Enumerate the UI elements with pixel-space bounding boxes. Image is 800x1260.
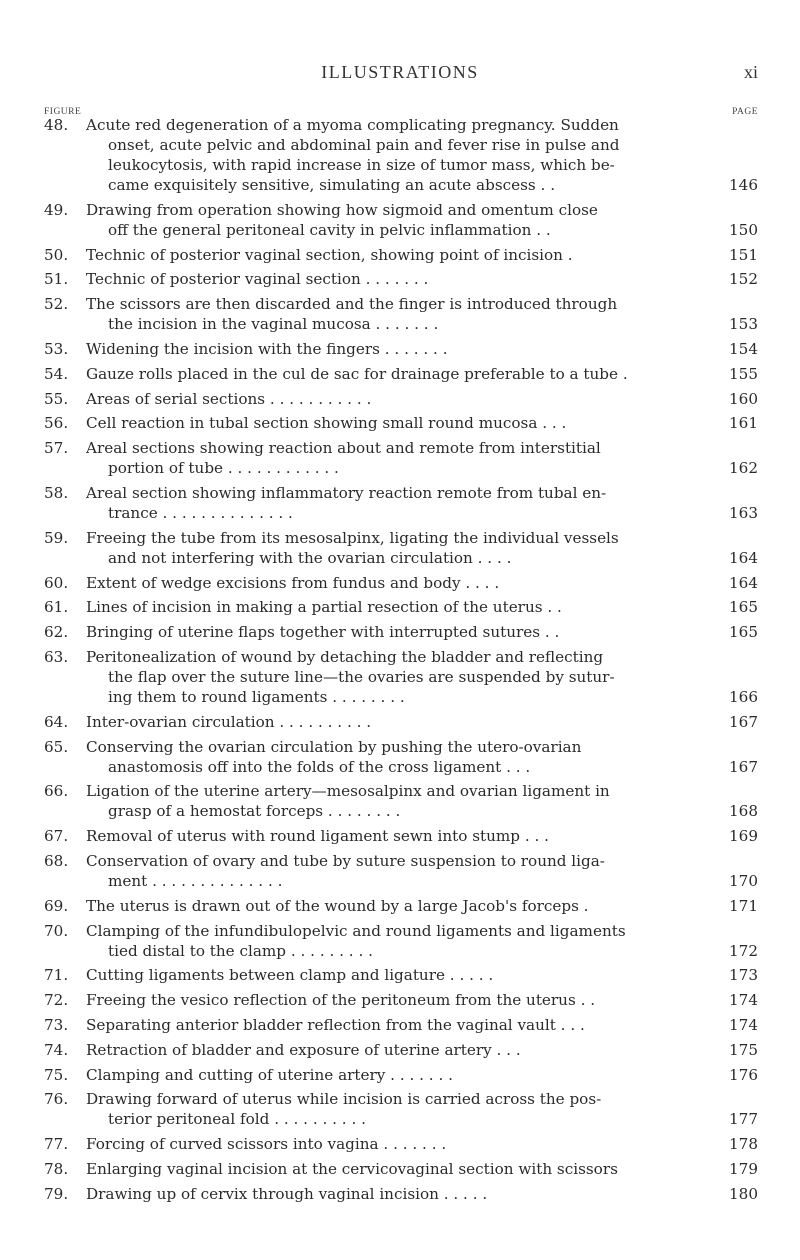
list-item xyxy=(44,597,758,617)
page-number: 169 xyxy=(729,827,758,846)
figure-number: 55. xyxy=(44,389,69,408)
page-number: 163 xyxy=(729,503,758,522)
caption-line: Ligation of the uterine artery—mesosalpinx and ovarian ligament in xyxy=(86,782,610,801)
page-number: 162 xyxy=(729,459,758,478)
caption-line: Drawing from operation showing how sigmoid and omentum close xyxy=(86,200,598,219)
list-item xyxy=(44,269,758,289)
figure-caption xyxy=(86,1015,706,1035)
list-item xyxy=(44,647,758,707)
page-number: 166 xyxy=(729,687,758,706)
figure-number: 59. xyxy=(44,528,69,547)
figure-caption xyxy=(86,1089,706,1129)
figure-number: 52. xyxy=(44,295,69,314)
page-number: 146 xyxy=(729,176,758,194)
list-item xyxy=(44,851,758,891)
list-item xyxy=(44,1089,758,1129)
figure-number: 56. xyxy=(44,414,69,433)
figure-number: 73. xyxy=(44,1015,69,1034)
figure-caption xyxy=(86,438,706,478)
caption-line: Technic of posterior vaginal section . . . . . . . xyxy=(86,270,429,289)
caption-line: Areas of serial sections . . . . . . . . . . . xyxy=(86,389,372,408)
figure-number: 62. xyxy=(44,623,69,642)
list-item xyxy=(44,1159,758,1179)
caption-line: came exquisitely sensitive, simulating an acute abscess . . xyxy=(108,176,556,194)
list-item xyxy=(44,245,758,265)
list-item xyxy=(44,1184,758,1204)
figure-number: 69. xyxy=(44,896,69,915)
illustration-list xyxy=(44,115,758,1209)
caption-line: Clamping of the infundibulopelvic and round ligaments and ligaments xyxy=(86,921,626,940)
figure-caption xyxy=(86,1040,706,1060)
caption-line: the incision in the vaginal mucosa . . . . . . . xyxy=(108,315,439,334)
list-item xyxy=(44,737,758,777)
figure-caption xyxy=(86,1159,706,1179)
list-item xyxy=(44,896,758,916)
caption-line: ing them to round ligaments . . . . . . . . xyxy=(108,687,405,706)
figure-caption xyxy=(86,573,706,593)
figure-number: 72. xyxy=(44,991,69,1010)
caption-line: Cell reaction in tubal section showing small round mucosa . . . xyxy=(86,414,567,433)
list-item xyxy=(44,1040,758,1060)
list-item xyxy=(44,1134,758,1154)
figure-caption xyxy=(86,990,706,1010)
page-number: 153 xyxy=(729,315,758,334)
list-item xyxy=(44,1065,758,1085)
figure-caption xyxy=(86,413,706,433)
figure-number: 61. xyxy=(44,598,69,617)
list-item xyxy=(44,781,758,821)
figure-number: 64. xyxy=(44,712,69,731)
figure-number: 65. xyxy=(44,737,69,756)
figure-caption xyxy=(86,597,706,617)
caption-line: Enlarging vaginal incision at the cervicovaginal section with scissors xyxy=(86,1159,618,1178)
figure-caption xyxy=(86,528,706,568)
figure-caption xyxy=(86,737,706,777)
caption-line: Areal section showing inflammatory reaction remote from tubal en- xyxy=(86,483,607,502)
caption-line: Extent of wedge excisions from fundus and body . . . . xyxy=(86,573,500,592)
page-number: 174 xyxy=(729,991,758,1010)
figure-number: 67. xyxy=(44,827,69,846)
figure-caption xyxy=(86,339,706,359)
caption-line: Freeing the tube from its mesosalpinx, ligating the individual vessels xyxy=(86,528,619,547)
page-number: 168 xyxy=(729,802,758,821)
page-number: 176 xyxy=(729,1065,758,1084)
figure-number: 54. xyxy=(44,364,69,383)
caption-line: tied distal to the clamp . . . . . . . . . xyxy=(108,941,373,960)
figure-number: 75. xyxy=(44,1065,69,1084)
list-item xyxy=(44,115,758,195)
figure-caption xyxy=(86,647,706,707)
caption-line: grasp of a hemostat forceps . . . . . . . . xyxy=(108,802,401,821)
list-item xyxy=(44,990,758,1010)
caption-line: Cutting ligaments between clamp and ligature . . . . . xyxy=(86,966,494,985)
list-item xyxy=(44,826,758,846)
list-item xyxy=(44,965,758,985)
list-item xyxy=(44,528,758,568)
page-number: 171 xyxy=(729,896,758,915)
caption-line: Bringing of uterine flaps together with interrupted sutures . . xyxy=(86,623,560,642)
list-item xyxy=(44,573,758,593)
caption-line: The uterus is drawn out of the wound by a large Jacob's forceps . xyxy=(86,896,589,915)
list-item xyxy=(44,389,758,409)
figure-number: 76. xyxy=(44,1090,69,1109)
figure-number: 68. xyxy=(44,851,69,870)
figure-caption xyxy=(86,269,706,289)
caption-line: Removal of uterus with round ligament sewn into stump . . . xyxy=(86,827,549,846)
figure-caption xyxy=(86,483,706,523)
figure-caption xyxy=(86,1134,706,1154)
figure-number: 58. xyxy=(44,483,69,502)
caption-line: Lines of incision in making a partial resection of the uterus . . xyxy=(86,598,562,617)
running-head xyxy=(0,62,800,86)
page-number: 152 xyxy=(729,270,758,289)
caption-line: Areal sections showing reaction about and remote from interstitial xyxy=(86,439,601,458)
caption-line: Freeing the vesico reflection of the peritoneum from the uterus . . xyxy=(86,991,596,1010)
page-number: 164 xyxy=(729,548,758,567)
caption-line: Widening the incision with the fingers . . . . . . . xyxy=(86,339,448,358)
page-number: 167 xyxy=(729,712,758,731)
page-number: 164 xyxy=(729,573,758,592)
page-number: 155 xyxy=(729,364,758,383)
caption-line: Technic of posterior vaginal section, showing point of incision . xyxy=(86,245,573,264)
caption-line: Drawing up of cervix through vaginal incision . . . . . xyxy=(86,1184,488,1203)
figure-caption xyxy=(86,622,706,642)
figure-number: 57. xyxy=(44,439,69,458)
figure-caption xyxy=(86,965,706,985)
figure-column-heading: FIGURE xyxy=(44,107,82,117)
figure-number: 49. xyxy=(44,200,69,219)
caption-line: the flap over the suture line—the ovaries are suspended by sutur- xyxy=(108,667,615,686)
figure-caption xyxy=(86,851,706,891)
list-item xyxy=(44,294,758,334)
figure-caption xyxy=(86,364,706,384)
caption-line: onset, acute pelvic and abdominal pain and fever rise in pulse and xyxy=(108,136,620,154)
caption-line: The scissors are then discarded and the finger is introduced through xyxy=(86,295,618,314)
page-number: 165 xyxy=(729,623,758,642)
caption-line: off the general peritoneal cavity in pelvic inflammation . . xyxy=(108,220,551,239)
page-number: 178 xyxy=(729,1135,758,1154)
caption-line: leukocytosis, with rapid increase in size of tumor mass, which be- xyxy=(108,156,615,174)
page-number: 165 xyxy=(729,598,758,617)
page-number: 179 xyxy=(729,1159,758,1178)
caption-line: Conservation of ovary and tube by suture suspension to round liga- xyxy=(86,851,605,870)
caption-line: Drawing forward of uterus while incision is carried across the pos- xyxy=(86,1090,602,1109)
list-item xyxy=(44,921,758,961)
figure-number: 71. xyxy=(44,966,69,985)
page-number: 175 xyxy=(729,1040,758,1059)
page-number: 154 xyxy=(729,339,758,358)
figure-caption xyxy=(86,1184,706,1204)
caption-line: ment . . . . . . . . . . . . . . xyxy=(108,871,283,890)
list-item xyxy=(44,622,758,642)
figure-number: 77. xyxy=(44,1135,69,1154)
figure-number: 48. xyxy=(44,116,69,134)
list-item xyxy=(44,200,758,240)
figure-number: 66. xyxy=(44,782,69,801)
list-item xyxy=(44,712,758,732)
figure-number: 53. xyxy=(44,339,69,358)
caption-line: Clamping and cutting of uterine artery . . . . . . . xyxy=(86,1065,453,1084)
caption-line: terior peritoneal fold . . . . . . . . . . xyxy=(108,1110,366,1129)
page-number: 150 xyxy=(729,220,758,239)
figure-number: 70. xyxy=(44,921,69,940)
page-number: 177 xyxy=(729,1110,758,1129)
page-number: 173 xyxy=(729,966,758,985)
caption-line: anastomosis off into the folds of the cross ligament . . . xyxy=(108,757,531,776)
page-number: 172 xyxy=(729,941,758,960)
caption-line: trance . . . . . . . . . . . . . . xyxy=(108,503,293,522)
figure-caption xyxy=(86,200,706,240)
figure-caption xyxy=(86,921,706,961)
figure-caption xyxy=(86,826,706,846)
figure-number: 74. xyxy=(44,1040,69,1059)
caption-line: Retraction of bladder and exposure of uterine artery . . . xyxy=(86,1040,521,1059)
figure-number: 63. xyxy=(44,647,69,666)
page-number: 170 xyxy=(729,871,758,890)
caption-line: Forcing of curved scissors into vagina . . . . . . . xyxy=(86,1135,447,1154)
figure-number: 51. xyxy=(44,270,69,289)
figure-number: 79. xyxy=(44,1184,69,1203)
figure-caption xyxy=(86,712,706,732)
figure-caption xyxy=(86,1065,706,1085)
caption-line: and not interfering with the ovarian circulation . . . . xyxy=(108,548,512,567)
page-number: 151 xyxy=(729,245,758,264)
figure-caption xyxy=(86,294,706,334)
figure-caption xyxy=(86,115,706,195)
running-title: ILLUSTRATIONS xyxy=(321,62,479,82)
list-item xyxy=(44,438,758,478)
figure-number: 78. xyxy=(44,1159,69,1178)
page-column-heading: PAGE xyxy=(732,107,758,117)
figure-caption xyxy=(86,781,706,821)
page-folio: xi xyxy=(743,62,758,82)
caption-line: Inter-ovarian circulation . . . . . . . . . . xyxy=(86,712,372,731)
list-item xyxy=(44,413,758,433)
page-number: 160 xyxy=(729,389,758,408)
figure-number: 60. xyxy=(44,573,69,592)
caption-line: Acute red degeneration of a myoma complicating pregnancy. Sudden xyxy=(86,116,619,134)
figure-caption xyxy=(86,245,706,265)
caption-line: Peritonealization of wound by detaching the bladder and reflecting xyxy=(86,647,604,666)
caption-line: Conserving the ovarian circulation by pushing the utero-ovarian xyxy=(86,737,582,756)
list-item xyxy=(44,339,758,359)
figure-number: 50. xyxy=(44,245,69,264)
page-number: 161 xyxy=(729,414,758,433)
list-item xyxy=(44,364,758,384)
page-number: 167 xyxy=(729,757,758,776)
caption-line: portion of tube . . . . . . . . . . . . xyxy=(108,459,339,478)
figure-caption xyxy=(86,896,706,916)
caption-line: Separating anterior bladder reflection from the vaginal vault . . . xyxy=(86,1015,585,1034)
page-number: 174 xyxy=(729,1015,758,1034)
figure-caption xyxy=(86,389,706,409)
list-item xyxy=(44,1015,758,1035)
caption-line: Gauze rolls placed in the cul de sac for drainage preferable to a tube . xyxy=(86,364,628,383)
page-number: 180 xyxy=(729,1184,758,1203)
list-item xyxy=(44,483,758,523)
